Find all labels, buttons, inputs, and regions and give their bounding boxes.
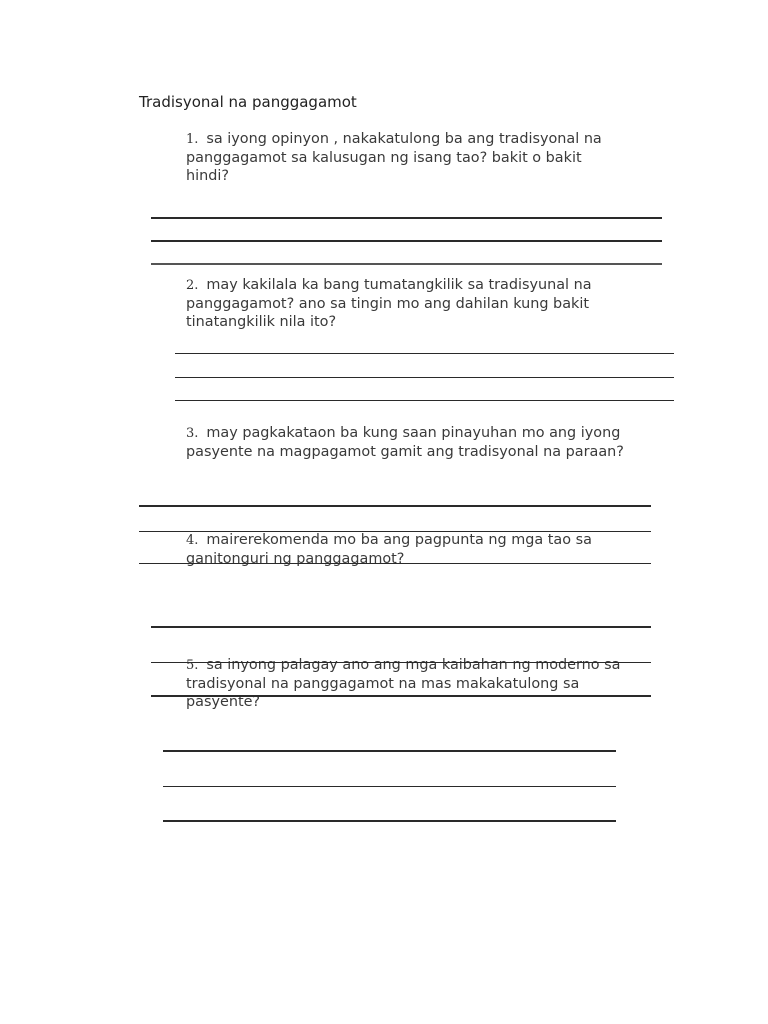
answer-line[interactable] <box>163 820 616 822</box>
question-5-line-3: pasyente? <box>186 694 261 710</box>
question-1-line-2: panggagamot sa kalusugan ng isang tao? bakit o bakit <box>186 150 582 166</box>
question-number: 2. <box>186 278 199 293</box>
question-number: 3. <box>186 426 199 441</box>
answer-line[interactable] <box>175 353 674 354</box>
question-2 <box>186 276 592 331</box>
answer-line[interactable] <box>151 240 662 242</box>
answer-line[interactable] <box>175 400 674 401</box>
question-2-line-3: tinatangkilik nila ito? <box>186 314 337 330</box>
question-4-line-2: ganitonguri ng panggagamot? <box>186 551 405 567</box>
question-3-line-1 <box>186 424 624 443</box>
answer-line[interactable] <box>175 377 674 378</box>
question-number: 4. <box>186 533 199 548</box>
question-3 <box>186 424 624 461</box>
question-5-line-2: tradisyonal na panggagamot na mas makakatulong sa <box>186 676 580 692</box>
question-text: sa inyong palagay ano ang mga kaibahan ng moderno sa <box>206 657 621 673</box>
question-2-line-2: panggagamot? ano sa tingin mo ang dahilan kung bakit <box>186 296 589 312</box>
question-number: 5. <box>186 658 199 673</box>
answer-line[interactable] <box>151 662 651 663</box>
question-5-line-1 <box>186 656 621 675</box>
question-1 <box>186 130 602 185</box>
answer-line[interactable] <box>151 217 662 219</box>
question-text: may pagkakataon ba kung saan pinayuhan mo ang iyong <box>206 425 621 441</box>
question-2-line-1 <box>186 276 592 295</box>
answer-line[interactable] <box>139 563 651 564</box>
question-text: may kakilala ka bang tumatangkilik sa tradisyunal na <box>206 277 592 293</box>
question-5 <box>186 656 621 711</box>
answer-line[interactable] <box>151 626 651 628</box>
question-3-line-2: pasyente na magpagamot gamit ang tradisyonal na paraan? <box>186 444 624 460</box>
answer-line[interactable] <box>151 263 662 265</box>
answer-line[interactable] <box>163 750 616 752</box>
question-number: 1. <box>186 132 199 147</box>
answer-line[interactable] <box>151 695 651 697</box>
question-text: mairerekomenda mo ba ang pagpunta ng mga tao sa <box>206 532 592 548</box>
question-text: sa iyong opinyon , nakakatulong ba ang tradisyonal na <box>206 131 602 147</box>
question-4-line-1 <box>186 531 592 550</box>
worksheet-title: Tradisyonal na panggagamot <box>139 93 357 111</box>
answer-line[interactable] <box>163 786 616 787</box>
question-1-line-3: hindi? <box>186 168 230 184</box>
answer-line[interactable] <box>139 505 651 507</box>
question-1-line-1 <box>186 130 602 149</box>
